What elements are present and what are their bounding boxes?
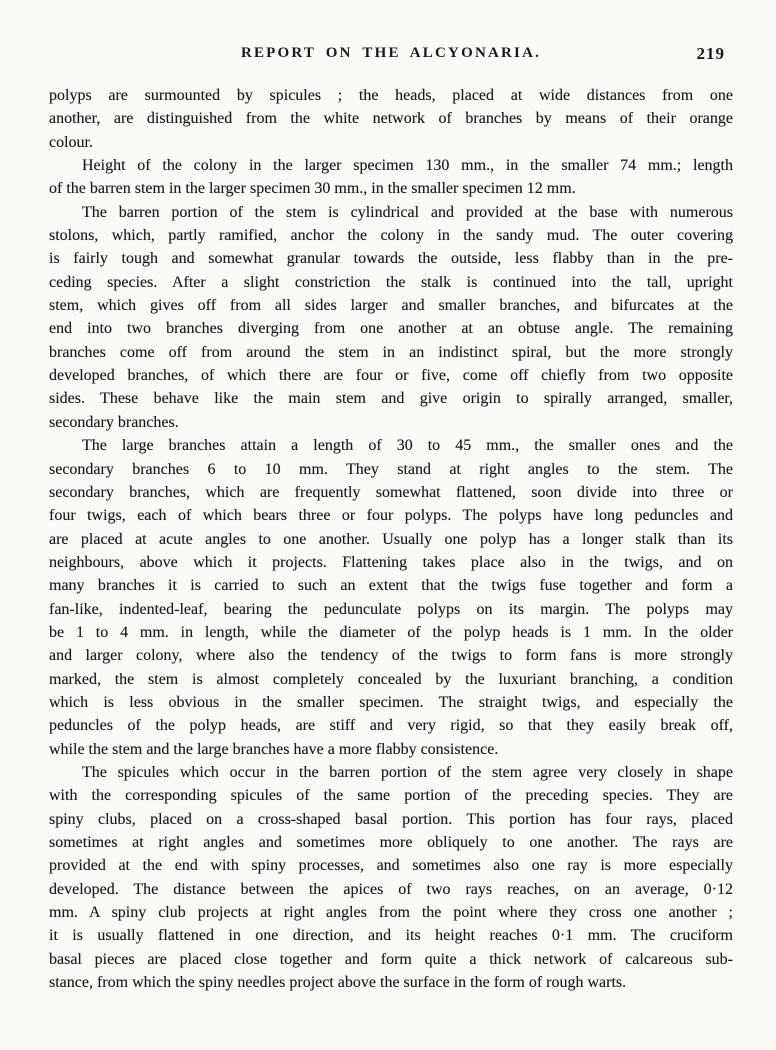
text-line: be 1 to 4 mm. in length, while the diameter of the polyp heads is 1 mm. In the older — [49, 623, 733, 641]
text-line: ceding species. After a slight constriction the stalk is continued into the tall, upright — [49, 273, 733, 291]
text-line: developed branches, of which there are four or five, come off chiefly from two opposite — [49, 367, 733, 385]
text-line: secondary branches 6 to 10 mm. They stand at right angles to the stem. The — [49, 460, 733, 478]
text-line: secondary branches. — [49, 413, 179, 431]
text-line: colour. — [49, 133, 93, 151]
text-line: marked, the stem is almost completely concealed by the luxuriant branching, a condition — [49, 670, 733, 688]
text-line: many branches it is carried to such an extent that the twigs fuse together and form a — [49, 577, 733, 595]
text-line: peduncles of the polyp heads, are stiff and very rigid, so that they easily break off, — [49, 717, 733, 735]
paragraph — [49, 84, 733, 154]
running-header — [49, 45, 733, 65]
text-line: developed. The distance between the apices of two rays reaches, on an average, 0·12 — [49, 880, 733, 898]
text-line: The spicules which occur in the barren portion of the stem agree very closely in shape — [82, 763, 733, 781]
text-line: polyps are surmounted by spicules ; the heads, placed at wide distances from one — [49, 87, 733, 104]
text-line: spiny clubs, placed on a cross-shaped basal portion. This portion has four rays, placed — [49, 810, 733, 828]
paragraph — [49, 154, 733, 201]
text-line: Height of the colony in the larger specimen 130 mm., in the smaller 74 mm.; length — [82, 157, 733, 175]
text-line: with the corresponding spicules of the same portion of the preceding species. They are — [49, 787, 733, 805]
text-line: of the barren stem in the larger specimen 30 mm., in the smaller specimen 12 mm. — [49, 180, 576, 198]
text-line: sometimes at right angles and sometimes more obliquely to one another. The rays are — [49, 834, 733, 851]
text-line: provided at the end with spiny processes, and sometimes also one ray is more especially — [49, 857, 733, 875]
text-line: four twigs, each of which bears three or four polyps. The polyps have long peduncles and — [49, 507, 733, 525]
text-line: fan-like, indented-leaf, bearing the pedunculate polyps on its margin. The polyps may — [49, 600, 733, 618]
text-line: mm. A spiny club projects at right angles from the point where they cross one another ; — [49, 904, 733, 922]
text-line: end into two branches diverging from one another at an obtuse angle. The remaining — [49, 320, 733, 338]
text-line: is fairly tough and somewhat granular towards the outside, less flabby than in the pre- — [49, 250, 733, 268]
text-line: secondary branches, which are frequently somewhat flattened, soon divide into three or — [49, 483, 733, 501]
text-line: and larger colony, where also the tendency of the twigs to form fans is more strongly — [49, 647, 733, 665]
text-line: another, are distinguished from the white network of branches by means of their orange — [49, 110, 733, 128]
paragraph — [49, 761, 733, 994]
paragraph — [49, 201, 733, 434]
text-line: are placed at acute angles to one another. Usually one polyp has a longer stalk than its — [49, 530, 733, 548]
text-line: while the stem and the large branches have a more flabby consistence. — [49, 740, 499, 758]
running-head-title: REPORT ON THE ALCYONARIA. — [240, 45, 542, 61]
text-line: basal pieces are placed close together and form quite a thick network of calcareous sub- — [49, 950, 733, 968]
text-line: stem, which gives off from all sides larger and smaller branches, and bifurcates at the — [49, 297, 733, 315]
text-line: neighbours, above which it projects. Flattening takes place also in the twigs, and on — [49, 553, 733, 571]
page-body — [49, 84, 733, 994]
text-line: branches come off from around the stem in an indistinct spiral, but the more strongly — [49, 343, 733, 361]
text-line: The large branches attain a length of 30 to 45 mm., the smaller ones and the — [82, 437, 733, 455]
text-line: it is usually flattened in one direction, and its height reaches 0·1 mm. The cruciform — [49, 927, 733, 945]
text-line: stance, from which the spiny needles project above the surface in the form of rough warts. — [49, 974, 627, 992]
page-number: 219 — [696, 44, 725, 63]
text-line: stolons, which, partly ramified, anchor the colony in the sandy mud. The outer covering — [49, 227, 733, 245]
paragraph — [49, 434, 733, 761]
text-line: sides. These behave like the main stem and give origin to spirally arranged, smaller, — [49, 390, 733, 408]
text-line: The barren portion of the stem is cylindrical and provided at the base with numerous — [82, 203, 733, 221]
text-line: which is less obvious in the smaller specimen. The straight twigs, and especially the — [49, 693, 733, 711]
